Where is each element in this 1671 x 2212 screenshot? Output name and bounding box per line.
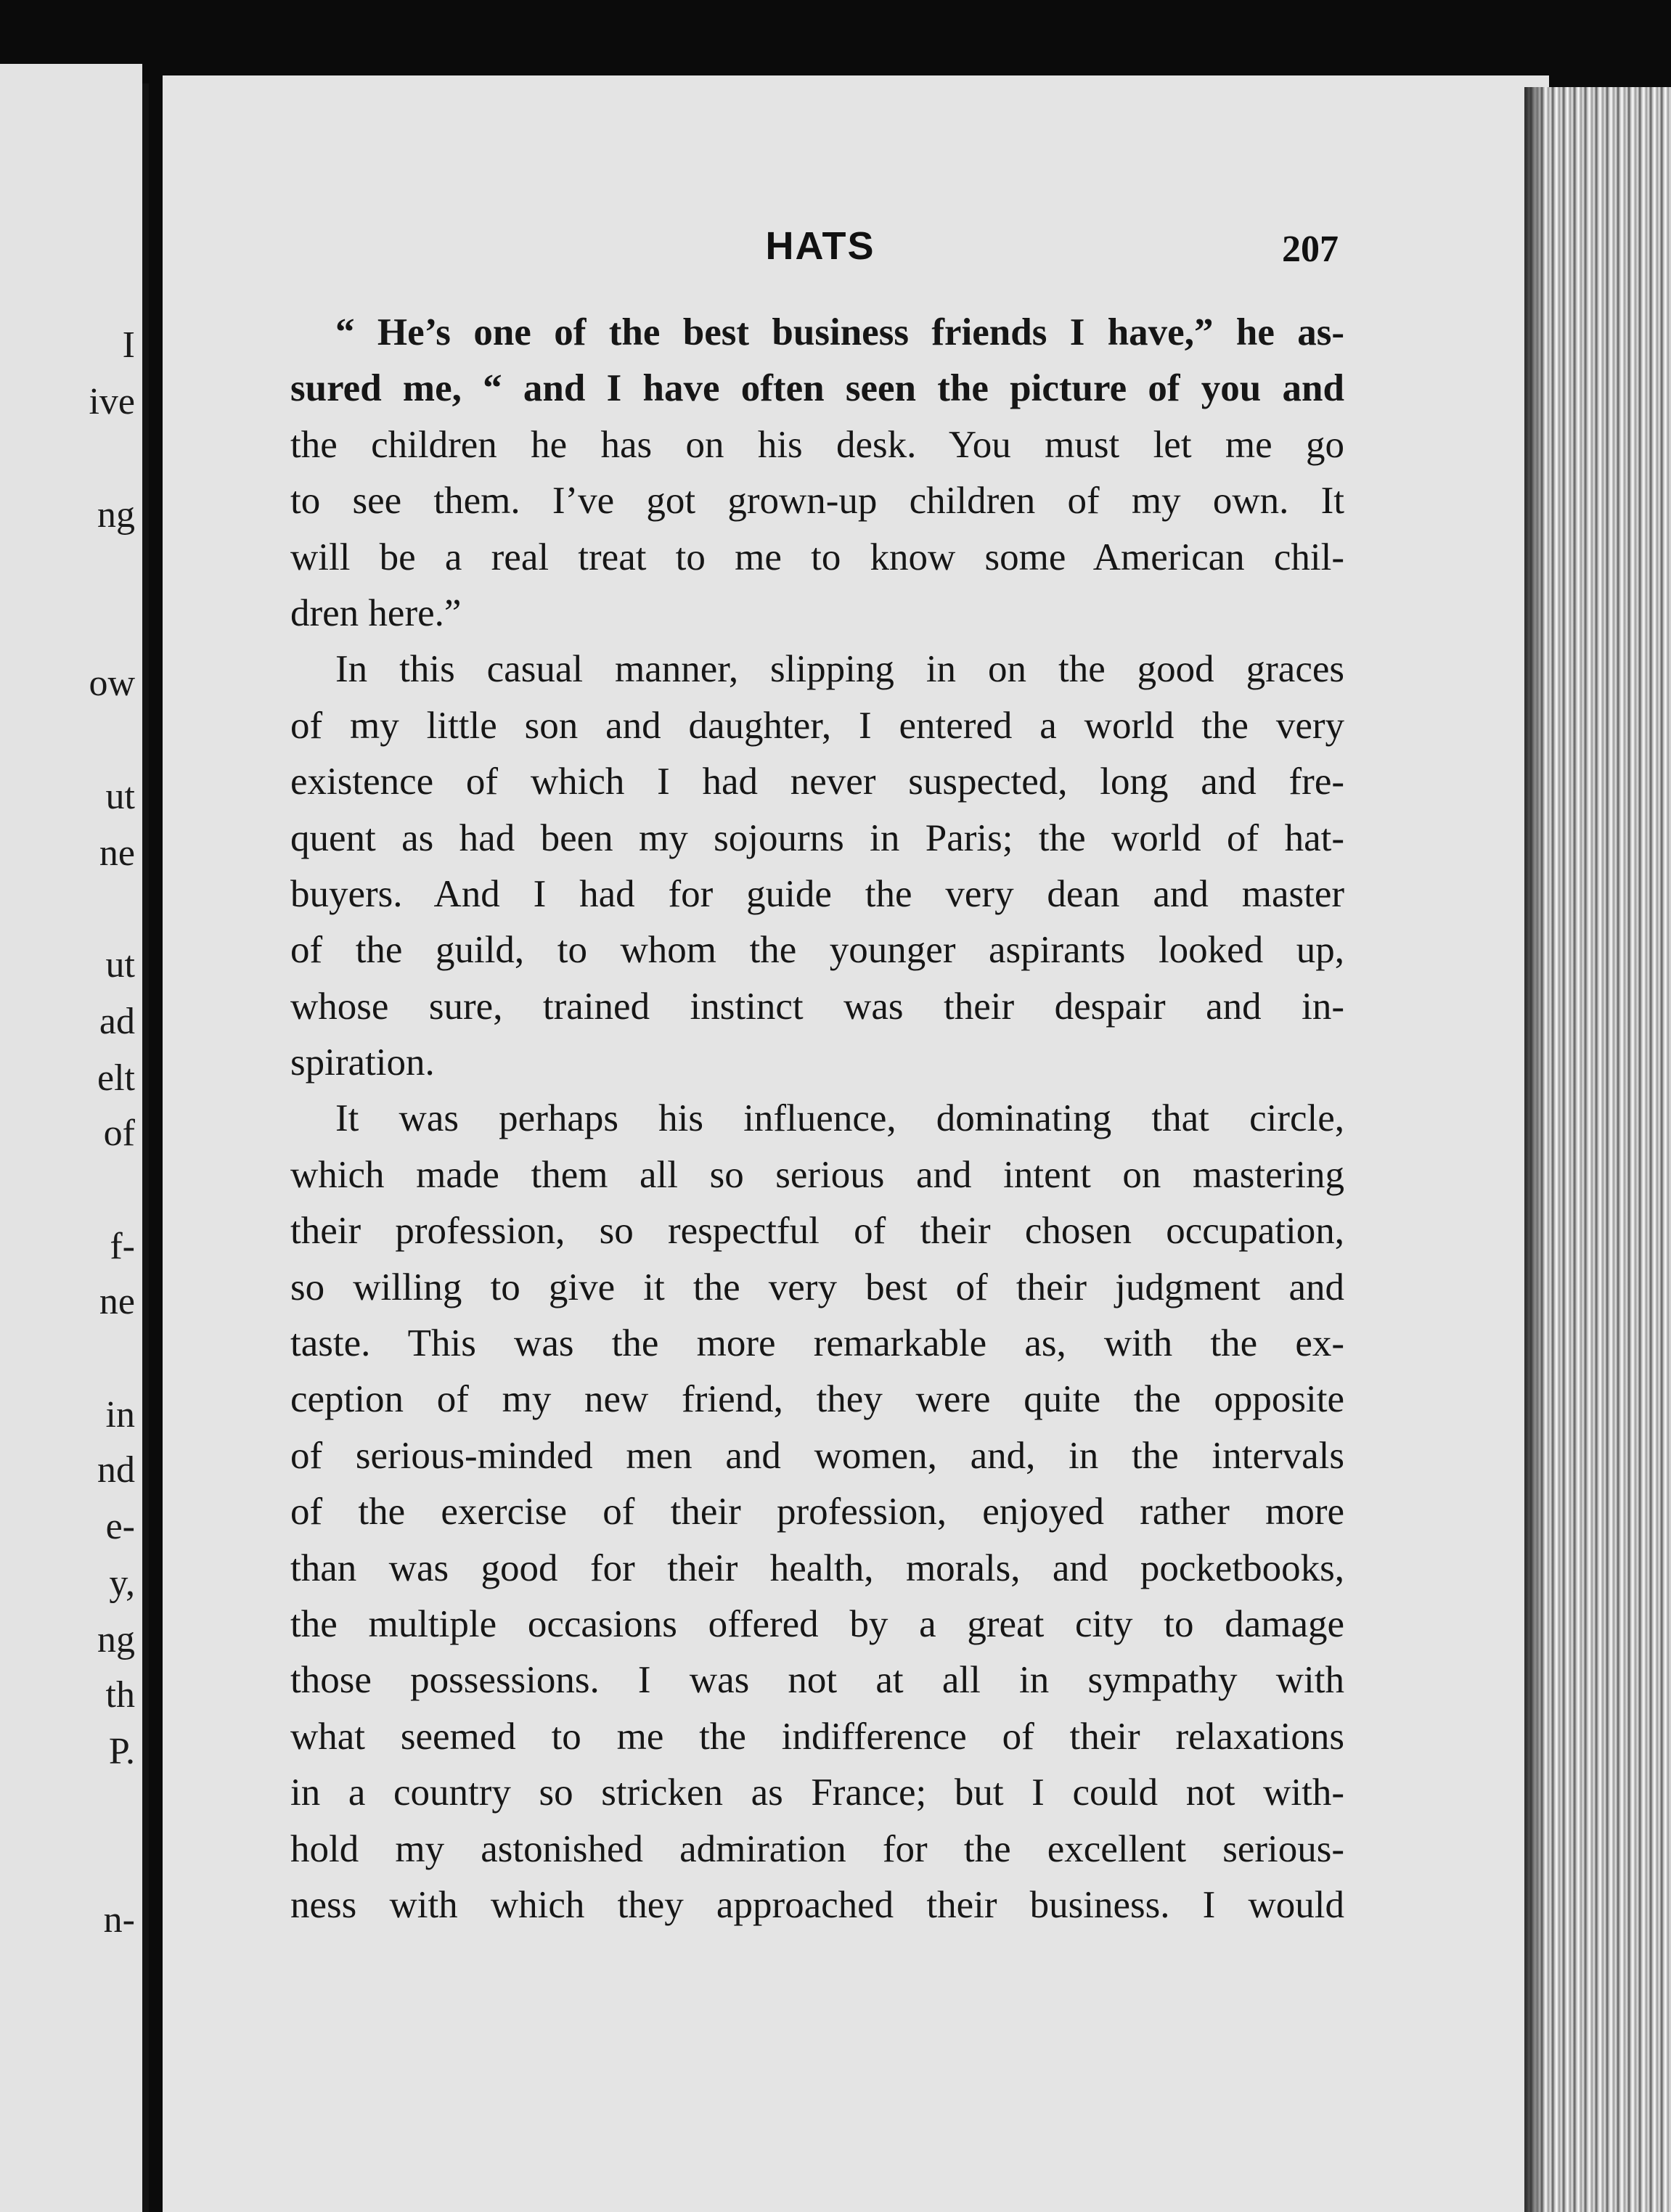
text-line: of the exercise of their profession, enjoyed rather more	[290, 1491, 1344, 1533]
margin-fragment: ne	[99, 1281, 135, 1322]
margin-fragment: ng	[97, 494, 135, 536]
page-edge-shadow	[1524, 87, 1546, 2212]
margin-fragment: ut	[105, 776, 135, 817]
margin-fragment: P.	[108, 1731, 135, 1772]
text-line: to see them. I’ve got grown-up children of my own. It	[290, 480, 1344, 523]
margin-fragment: th	[105, 1674, 135, 1716]
text-line: ception of my new friend, they were quite the opposite	[290, 1378, 1344, 1421]
text-line: whose sure, trained instinct was their despair and in-	[290, 985, 1344, 1028]
text-line: buyers. And I had for guide the very dean and master	[290, 872, 1344, 915]
margin-fragment: ng	[97, 1619, 135, 1660]
text-line: ness with which they approached their business. I would	[290, 1883, 1344, 1926]
text-line: “ He’s one of the best business friends I have,” he as-	[335, 311, 1344, 353]
margin-fragment: ut	[105, 944, 135, 986]
text-line: sured me, “ and I have often seen the picture of you and	[290, 367, 1344, 410]
margin-fragment: ne	[99, 832, 135, 874]
body-text	[290, 305, 1344, 1933]
text-line: of the guild, to whom the younger aspirants looked up,	[290, 929, 1344, 972]
margin-fragment: I	[122, 324, 135, 366]
text-line: dren here.”	[290, 591, 462, 634]
margin-fragment: f-	[110, 1226, 135, 1267]
text-line: in a country so stricken as France; but I could not with-	[290, 1771, 1344, 1814]
margin-fragment: of	[103, 1113, 135, 1154]
text-line: those possessions. I was not at all in sympathy with	[290, 1659, 1344, 1702]
previous-page	[0, 64, 142, 2212]
text-line: which made them all so serious and intent on mastering	[290, 1153, 1344, 1196]
text-line: It was perhaps his influence, dominating that circle,	[335, 1097, 1344, 1140]
text-line: spiration.	[290, 1041, 435, 1084]
margin-fragment: ow	[89, 663, 135, 704]
text-line: the children he has on his desk. You must let me go	[290, 423, 1344, 466]
margin-fragment: elt	[97, 1057, 135, 1099]
text-line: of serious-minded men and women, and, in the intervals	[290, 1434, 1344, 1477]
text-line: will be a real treat to me to know some American chil-	[290, 536, 1344, 578]
page-edge	[1524, 87, 1671, 2212]
text-line: their profession, so respectful of their chosen occupation,	[290, 1210, 1344, 1253]
text-line: existence of which I had never suspected, long and fre-	[290, 761, 1344, 803]
chapter-title: HATS	[765, 224, 875, 268]
margin-fragment: in	[105, 1394, 135, 1435]
margin-fragment: ive	[89, 381, 135, 422]
text-line: what seemed to me the indifference of their relaxations	[290, 1715, 1344, 1758]
text-line: of my little son and daughter, I entered a world the very	[290, 704, 1344, 747]
text-line: the multiple occasions offered by a great city to damage	[290, 1602, 1344, 1645]
gutter-rule	[142, 83, 149, 2212]
margin-fragment: n-	[103, 1899, 135, 1941]
text-line: so willing to give it the very best of their judgment and	[290, 1266, 1344, 1308]
margin-fragment: e-	[105, 1506, 135, 1547]
running-head	[290, 224, 1350, 274]
text-line: hold my astonished admiration for the excellent serious-	[290, 1827, 1344, 1870]
margin-fragment: y,	[109, 1562, 135, 1604]
margin-fragment: nd	[97, 1449, 135, 1491]
margin-fragment: ad	[99, 1001, 135, 1042]
text-line: than was good for their health, morals, and pocketbooks,	[290, 1547, 1344, 1589]
text-line: In this casual manner, slipping in on the good graces	[335, 648, 1344, 691]
text-line: quent as had been my sojourns in Paris; the world of hat-	[290, 816, 1344, 859]
page-number: 207	[1282, 229, 1339, 270]
text-line: taste. This was the more remarkable as, with the ex-	[290, 1322, 1344, 1365]
